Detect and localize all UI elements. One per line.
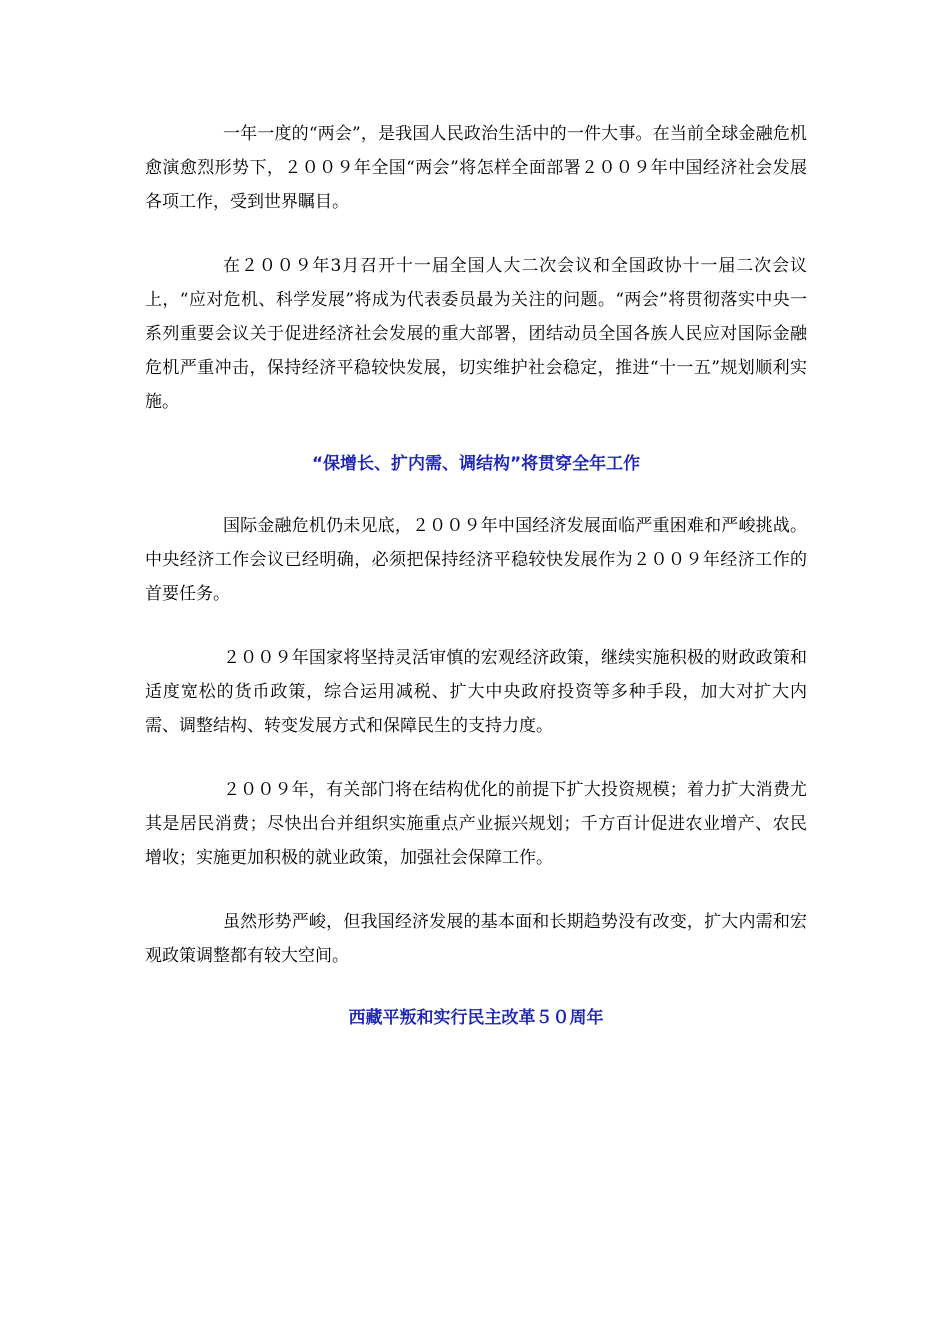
section-heading-tibet: 西藏平叛和实行民主改革５０周年 [348,1008,604,1028]
paragraph-two-sessions: 在２００９年3月召开十一届全国人大二次会议和全国政协十一届二次会议上，“应对危机、科学发展”将成为代表委员最为关注的问题。“两会”将贯彻落实中央一系列重要会议关于促进经济社会发展的重大部署，团结动员全国各族人民应对国际金融危机严重冲击，保持经济平稳较快发展，切实维护社会稳定，推进“十一五”规划顺利实施。 [145,256,807,412]
paragraph-intro: 一年一度的“两会”，是我国人民政治生活中的一件大事。在当前全球金融危机愈演愈烈形势下，２００９年全国“两会”将怎样全面部署２００９年中国经济社会发展各项工作，受到世界瞩目。 [145,124,807,212]
document-page [145,117,807,1033]
paragraph-investment: ２００９年，有关部门将在结构优化的前提下扩大投资规模；着力扩大消费尤其是居民消费；尽快出台并组织实施重点产业振兴规划；千方百计促进农业增产、农民增收；实施更加积极的就业政策，加强社会保障工作。 [145,780,807,868]
paragraph-financial-crisis: 国际金融危机仍未见底，２００９年中国经济发展面临严重困难和严峻挑战。中央经济工作会议已经明确，必须把保持经济平稳较快发展作为２００９年经济工作的首要任务。 [145,516,807,604]
paragraph-outlook: 虽然形势严峻，但我国经济发展的基本面和长期趋势没有改变，扩大内需和宏观政策调整都有较大空间。 [145,912,807,966]
section-heading-growth: “保增长、扩内需、调结构”将贯穿全年工作 [311,454,641,474]
paragraph-macro-policy: ２００９年国家将坚持灵活审慎的宏观经济政策，继续实施积极的财政政策和适度宽松的货币政策，综合运用减税、扩大中央政府投资等多种手段，加大对扩大内需、调整结构、转变发展方式和保障民生的支持力度。 [145,648,807,736]
